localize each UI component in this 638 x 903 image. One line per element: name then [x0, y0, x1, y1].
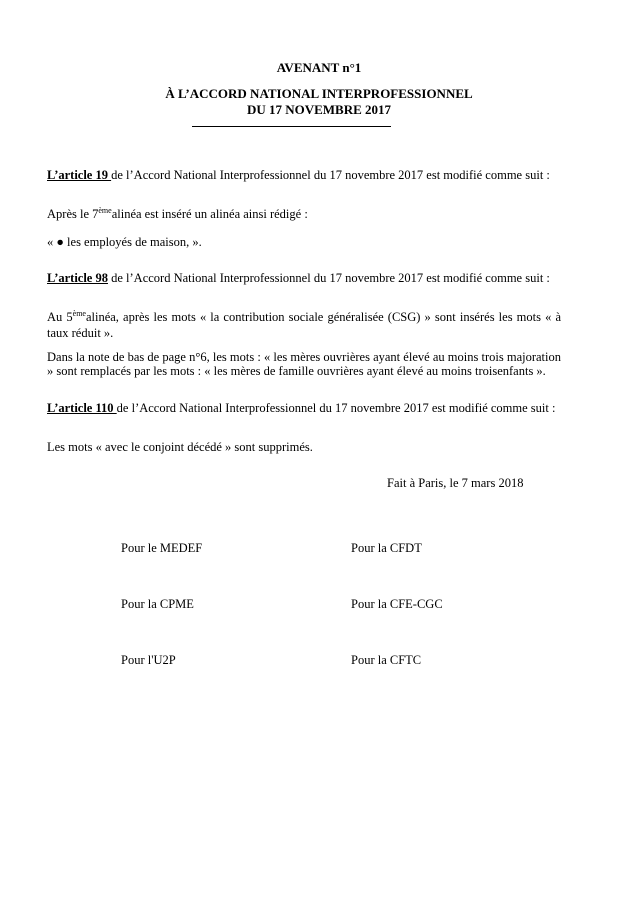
article-98-second-paragraph: Dans la note de bas de page n°6, les mots : « les mères ouvrières ayant élevé au moins trois majoration » sont remplacés par les mots : « les mères de famille ouvrières ayant élevé au moins troisenfants ». [47, 350, 561, 378]
article-98-p1-post: alinéa, après les mots « la contribution sociale généralisée (CSG) » sont insérés les mots « à taux réduit ». [47, 310, 561, 340]
article-110-paragraph [47, 401, 561, 415]
article-110-label: L’article 110 [47, 401, 117, 415]
article-110-first-paragraph: Les mots « avec le conjoint décédé » sont supprimés. [47, 440, 313, 454]
article-98-first-paragraph [47, 310, 561, 340]
article-98-text: de l’Accord National Interprofessionnel du 17 novembre 2017 est modifié comme suit : [107, 271, 550, 285]
article-19-insert-post: alinéa est inséré un alinéa ainsi rédigé : [111, 207, 308, 221]
signatory-u2p: Pour l'U2P [121, 653, 176, 667]
article-19-text: de l’Accord National Interprofessionnel du 17 novembre 2017 est modifié comme suit : [111, 168, 550, 182]
signatory-cpme: Pour la CPME [121, 597, 194, 611]
article-98-label: L’article 98 [47, 271, 108, 285]
title-underline [192, 126, 391, 127]
document-title: AVENANT n°1 [276, 60, 362, 75]
signatory-medef: Pour le MEDEF [121, 541, 203, 555]
article-19-paragraph [47, 168, 561, 182]
signatory-cftc: Pour la CFTC [351, 653, 422, 667]
signatory-cfdt: Pour la CFDT [351, 541, 422, 555]
article-19-insert-sup: ème [98, 206, 112, 215]
article-19-label: L’article 19 [47, 168, 112, 182]
article-98-p1-sup: ème [72, 309, 86, 318]
article-19-quote: « ● les employés de maison, ». [47, 235, 202, 249]
article-19-insert-pre: Après le 7 [47, 207, 99, 221]
document-subtitle-line2: DU 17 NOVEMBRE 2017 [246, 102, 392, 117]
article-110-text: de l’Accord National Interprofessionnel du 17 novembre 2017 est modifié comme suit : [116, 401, 556, 415]
document-subtitle-line1: À L’ACCORD NATIONAL INTERPROFESSIONNEL [165, 86, 473, 101]
article-19-insert-paragraph [47, 207, 561, 223]
article-98-paragraph [47, 271, 561, 285]
signatory-cfe-cgc: Pour la CFE-CGC [351, 597, 443, 611]
article-98-p1-pre: Au 5 [47, 310, 73, 324]
place-date: Fait à Paris, le 7 mars 2018 [387, 476, 524, 490]
